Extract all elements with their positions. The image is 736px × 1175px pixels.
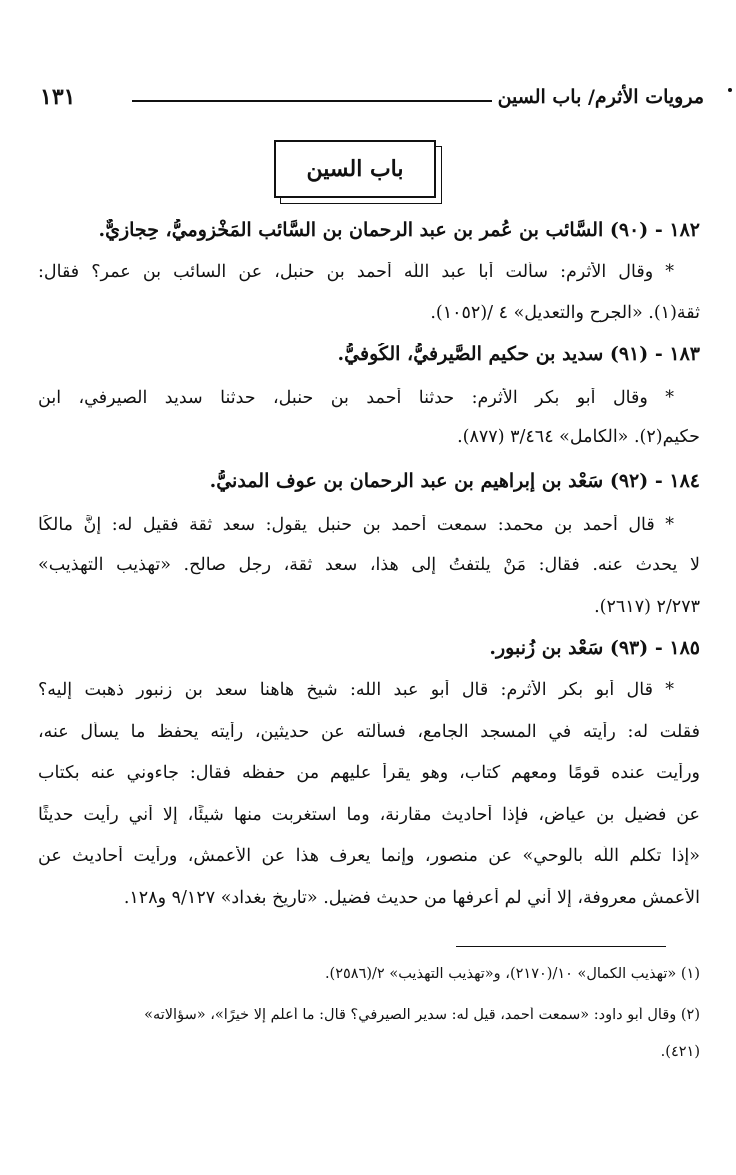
text-line: عن فضيل بن عياض، فإذا أحاديث مقارنة، وما استغربت منها شيئًا، إلا أني رأيت حديثًا — [38, 805, 700, 825]
text-line: فقلت له: رأيته في المسجد الجامع، فسألته عن حديثين، رأيته يحفظ ما يسأل عنه، — [38, 722, 700, 742]
entry-183-heading: ١٨٣ - (٩١) سديد بن حكيم الصَّيرفيُّ، الكُوفيُّ. — [337, 343, 700, 365]
text-line: ٢/٢٧٣ (٢٦١٧). — [594, 597, 700, 617]
footnote-rule — [456, 946, 666, 947]
footnote-2: (٢) وقال أبو داود: «سمعت أحمد، قيل له: سدير الصيرفي؟ قال: ما أعلم إلا خيرًا»، «سؤالاته» — [144, 1007, 700, 1023]
text-line: حكيم(٢). «الكامل» ٣/٤٦٤ (٨٧٧). — [457, 427, 700, 447]
text-line: الأعمش معروفة، إلا أني لم أعرفها من حديث فضيل. «تاريخ بغداد» ٩/١٢٧ و١٢٨. — [123, 888, 700, 908]
chapter-title-box — [274, 140, 436, 198]
entry-182-heading: ١٨٢ - (٩٠) السَّائب بن عُمر بن عبد الرحمان بن السَّائب المَخْزوميُّ، حِجازيٌّ. — [98, 219, 700, 241]
text-line: لا يحدث عنه. فقال: مَنْ يلتفتُ إلى هذا، سعد ثقة، رجل صالح. «تهذيب التهذيب» — [38, 555, 700, 575]
entry-185-heading: ١٨٥ - (٩٣) سَعْد بن زُنبور. — [489, 637, 700, 659]
corner-dot — [728, 88, 732, 92]
running-title: مرويات الأثرم/ باب السين — [497, 86, 704, 108]
page-header — [40, 86, 704, 118]
text-line: «إذا تكلم اللَّه بالوحي» عن منصور، وإنما يعرف هذا عن الأعمش، ورأيت أحاديث عن — [38, 846, 700, 866]
text-line: ثقة(١). «الجرح والتعديل» ٤ /(١٠٥٢). — [430, 303, 700, 323]
text-line: ورأيت عنده قومًا ومعهم كتاب، وهو يقرأ عليهم من حفظه فقال: جاءوني عنه بكتاب — [38, 763, 700, 783]
footnote-1: (١) «تهذيب الكمال» ١٠/(٢١٧٠)، و«تهذيب التهذيب» ٢/(٢٥٨٦). — [324, 966, 700, 982]
chapter-title: باب السين — [306, 156, 404, 182]
page-number: ١٣١ — [40, 84, 76, 110]
text-line: * قال أبو بكر الأثرم: قال أبو عبد الله: شيخ هاهنا سعد بن زنبور ذهبت إليه؟ — [38, 680, 674, 700]
footnote-2-continued: (٤٢١). — [660, 1044, 700, 1060]
header-rule — [132, 100, 492, 102]
entry-184-heading: ١٨٤ - (٩٢) سَعْد بن إبراهيم بن عبد الرحمان بن عوف المدنيُّ. — [209, 470, 700, 492]
text-line: * وقال أبو بكر الأثرم: حدثنا أحمد بن حنبل، حدثنا سديد الصيرفي، ابن — [38, 388, 674, 408]
text-line: * وقال الأثرم: سألت أبا عبد اللَّه أحمد بن حنبل، عن السائب بن عمر؟ فقال: — [38, 262, 674, 282]
text-line: * قال أحمد بن محمد: سمعت أحمد بن حنبل يقول: سعد ثقة فقيل له: إنَّ مالكًا — [38, 515, 674, 535]
